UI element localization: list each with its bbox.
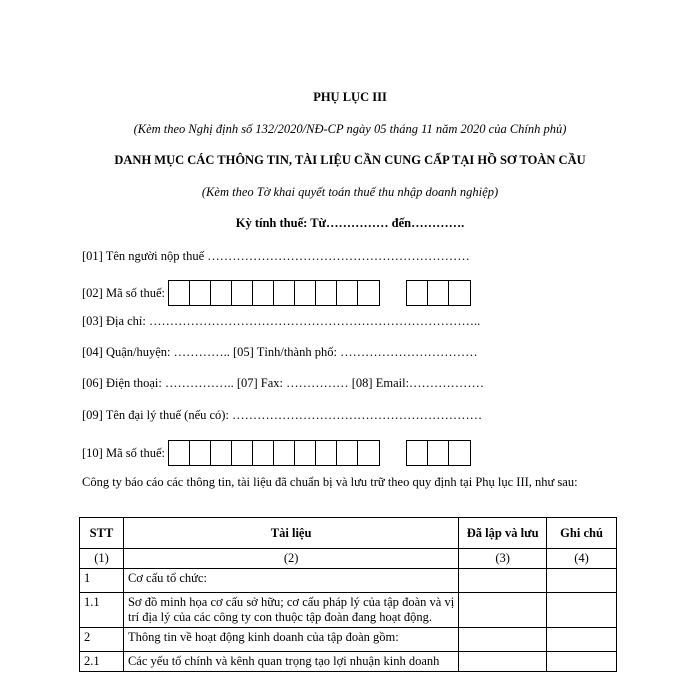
header-prepared-stored: Đã lập và lưu (459, 518, 547, 549)
prepared-cell[interactable] (459, 652, 547, 672)
main-title: DANH MỤC CÁC THÔNG TIN, TÀI LIỆU CẦN CUNG CẤP TẠI HỒ SƠ TOÀN CẦU (114, 153, 586, 167)
row-stt: 1 (80, 569, 124, 593)
notes-cell[interactable] (547, 593, 617, 628)
phone-fax-email-field: [06] Điện thoại: …………….. [07] Fax: …………… [08] Email:……………… (82, 376, 485, 390)
notes-cell[interactable] (547, 628, 617, 652)
sub-note: (Kèm theo Tờ khai quyết toán thuế thu nhập doanh nghiệp) (201, 185, 499, 199)
row-document: Thông tin về hoạt động kinh doanh của tập đoàn gồm: (123, 628, 458, 652)
prepared-cell[interactable] (459, 569, 547, 593)
row-document: Cơ cấu tổ chức: (123, 569, 458, 593)
tax-agent-name-field: [09] Tên đại lý thuế (nếu có): …………………………………………………… (82, 408, 483, 422)
agent-tax-code-label: [10] Mã số thuế: (82, 445, 165, 460)
table-row (80, 628, 617, 652)
intro-text: Công ty báo cáo các thông tin, tài liệu đã chuẩn bị và lưu trữ theo quy định tại Phụ lục III, như sau: (82, 475, 578, 489)
prepared-cell[interactable] (459, 628, 547, 652)
appendix-title: PHỤ LỤC III (313, 90, 387, 104)
notes-cell[interactable] (547, 652, 617, 672)
col-number: (3) (459, 549, 547, 569)
col-number: (1) (80, 549, 124, 569)
tax-period: Kỳ tính thuế: Từ…………… đến…………. (235, 216, 465, 230)
row-stt: 1.1 (80, 593, 124, 628)
tax-code-row (82, 280, 471, 306)
table-row (80, 593, 617, 628)
header-document: Tài liệu (123, 518, 458, 549)
tax-code-boxes-branch[interactable] (406, 280, 471, 306)
agent-tax-code-boxes-main[interactable] (168, 440, 380, 466)
row-document: Sơ đồ minh họa cơ cấu sở hữu; cơ cấu pháp lý của tập đoàn và vị trí địa lý của các công ty con thuộc tập đoàn đang hoạt động. (123, 593, 458, 628)
header-stt: STT (80, 518, 124, 549)
tax-code-boxes-main[interactable] (168, 280, 380, 306)
table-row (80, 652, 617, 672)
row-stt: 2.1 (80, 652, 124, 672)
table-header-row (80, 518, 617, 549)
table-row (80, 569, 617, 593)
col-number: (2) (123, 549, 458, 569)
tax-code-label: [02] Mã số thuế: (82, 285, 165, 300)
prepared-cell[interactable] (459, 593, 547, 628)
agent-tax-code-row (82, 440, 471, 466)
documents-table (79, 517, 617, 672)
col-number: (4) (547, 549, 617, 569)
row-document: Các yếu tố chính và kênh quan trọng tạo lợi nhuận kinh doanh (123, 652, 458, 672)
taxpayer-name-field: [01] Tên người nộp thuế ……………………………………………………… (82, 249, 470, 263)
notes-cell[interactable] (547, 569, 617, 593)
appendix-note: (Kèm theo Nghị định số 132/2020/NĐ-CP ngày 05 tháng 11 năm 2020 của Chính phủ) (133, 122, 567, 136)
row-stt: 2 (80, 628, 124, 652)
address-field: [03] Địa chỉ: …………………………………………………………………….. (82, 314, 481, 328)
district-province-field: [04] Quận/huyện: ………….. [05] Tỉnh/thành phố: …………………………… (82, 345, 478, 359)
agent-tax-code-boxes-branch[interactable] (406, 440, 471, 466)
table-numbering-row (80, 549, 617, 569)
header-notes: Ghi chú (547, 518, 617, 549)
